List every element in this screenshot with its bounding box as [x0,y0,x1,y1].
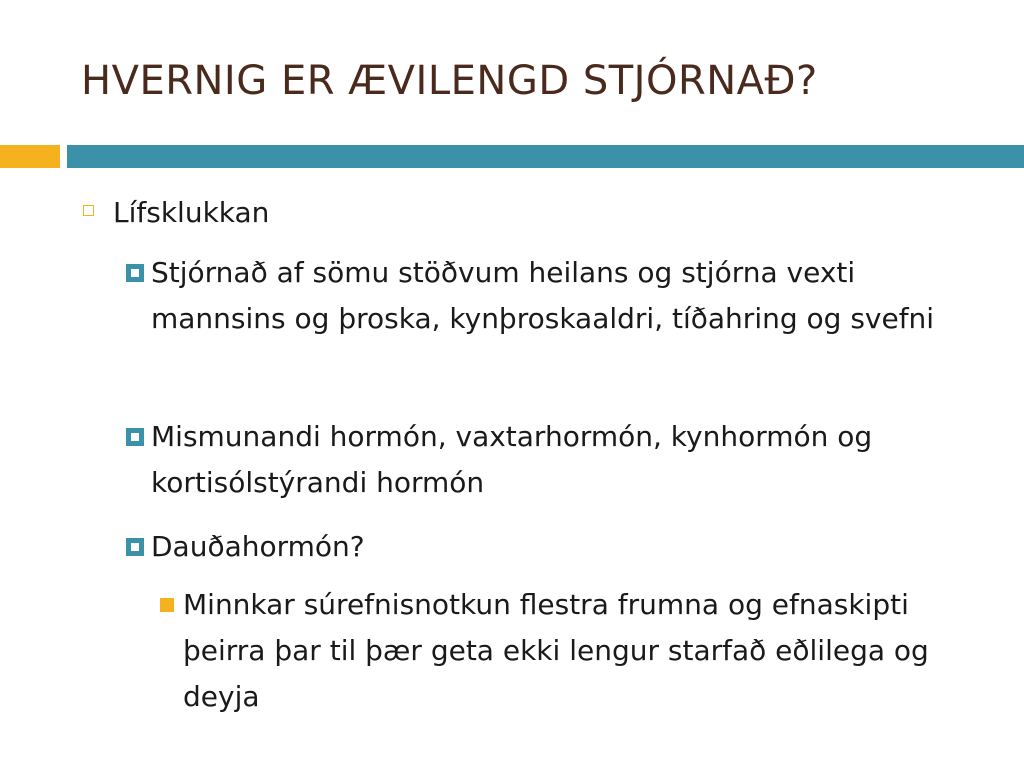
slide-title: HVERNIG ER ÆVILENGD STJÓRNAÐ? [81,58,818,104]
bullet-level1-lifsklukkan: Lífsklukkan [113,196,270,229]
orange-square-bullet-icon [160,598,174,612]
bullet-level2-stjornad: Stjórnað af sömu stöðvum heilans og stjórna vexti mannsins og þroska, kynþroskaaldri, tíðahring og svefni [151,256,935,335]
teal-square-bullet-icon [126,428,144,446]
teal-square-bullet-icon [126,538,144,556]
bullet-level2-daudahormon: Dauðahormón? [151,530,365,563]
teal-square-bullet-icon [126,264,144,282]
bullet-level2-mismunandi-hormon: Mismunandi hormón, vaxtarhormón, kynhormón og kortisólstýrandi hormón [151,420,873,499]
bullet-level3-minnkar: Minnkar súrefnisnotkun flestra frumna og efnaskipti þeirra þar til þær geta ekki lengur starfað eðlilega og deyja [183,588,929,713]
hollow-square-bullet-icon [83,205,94,216]
